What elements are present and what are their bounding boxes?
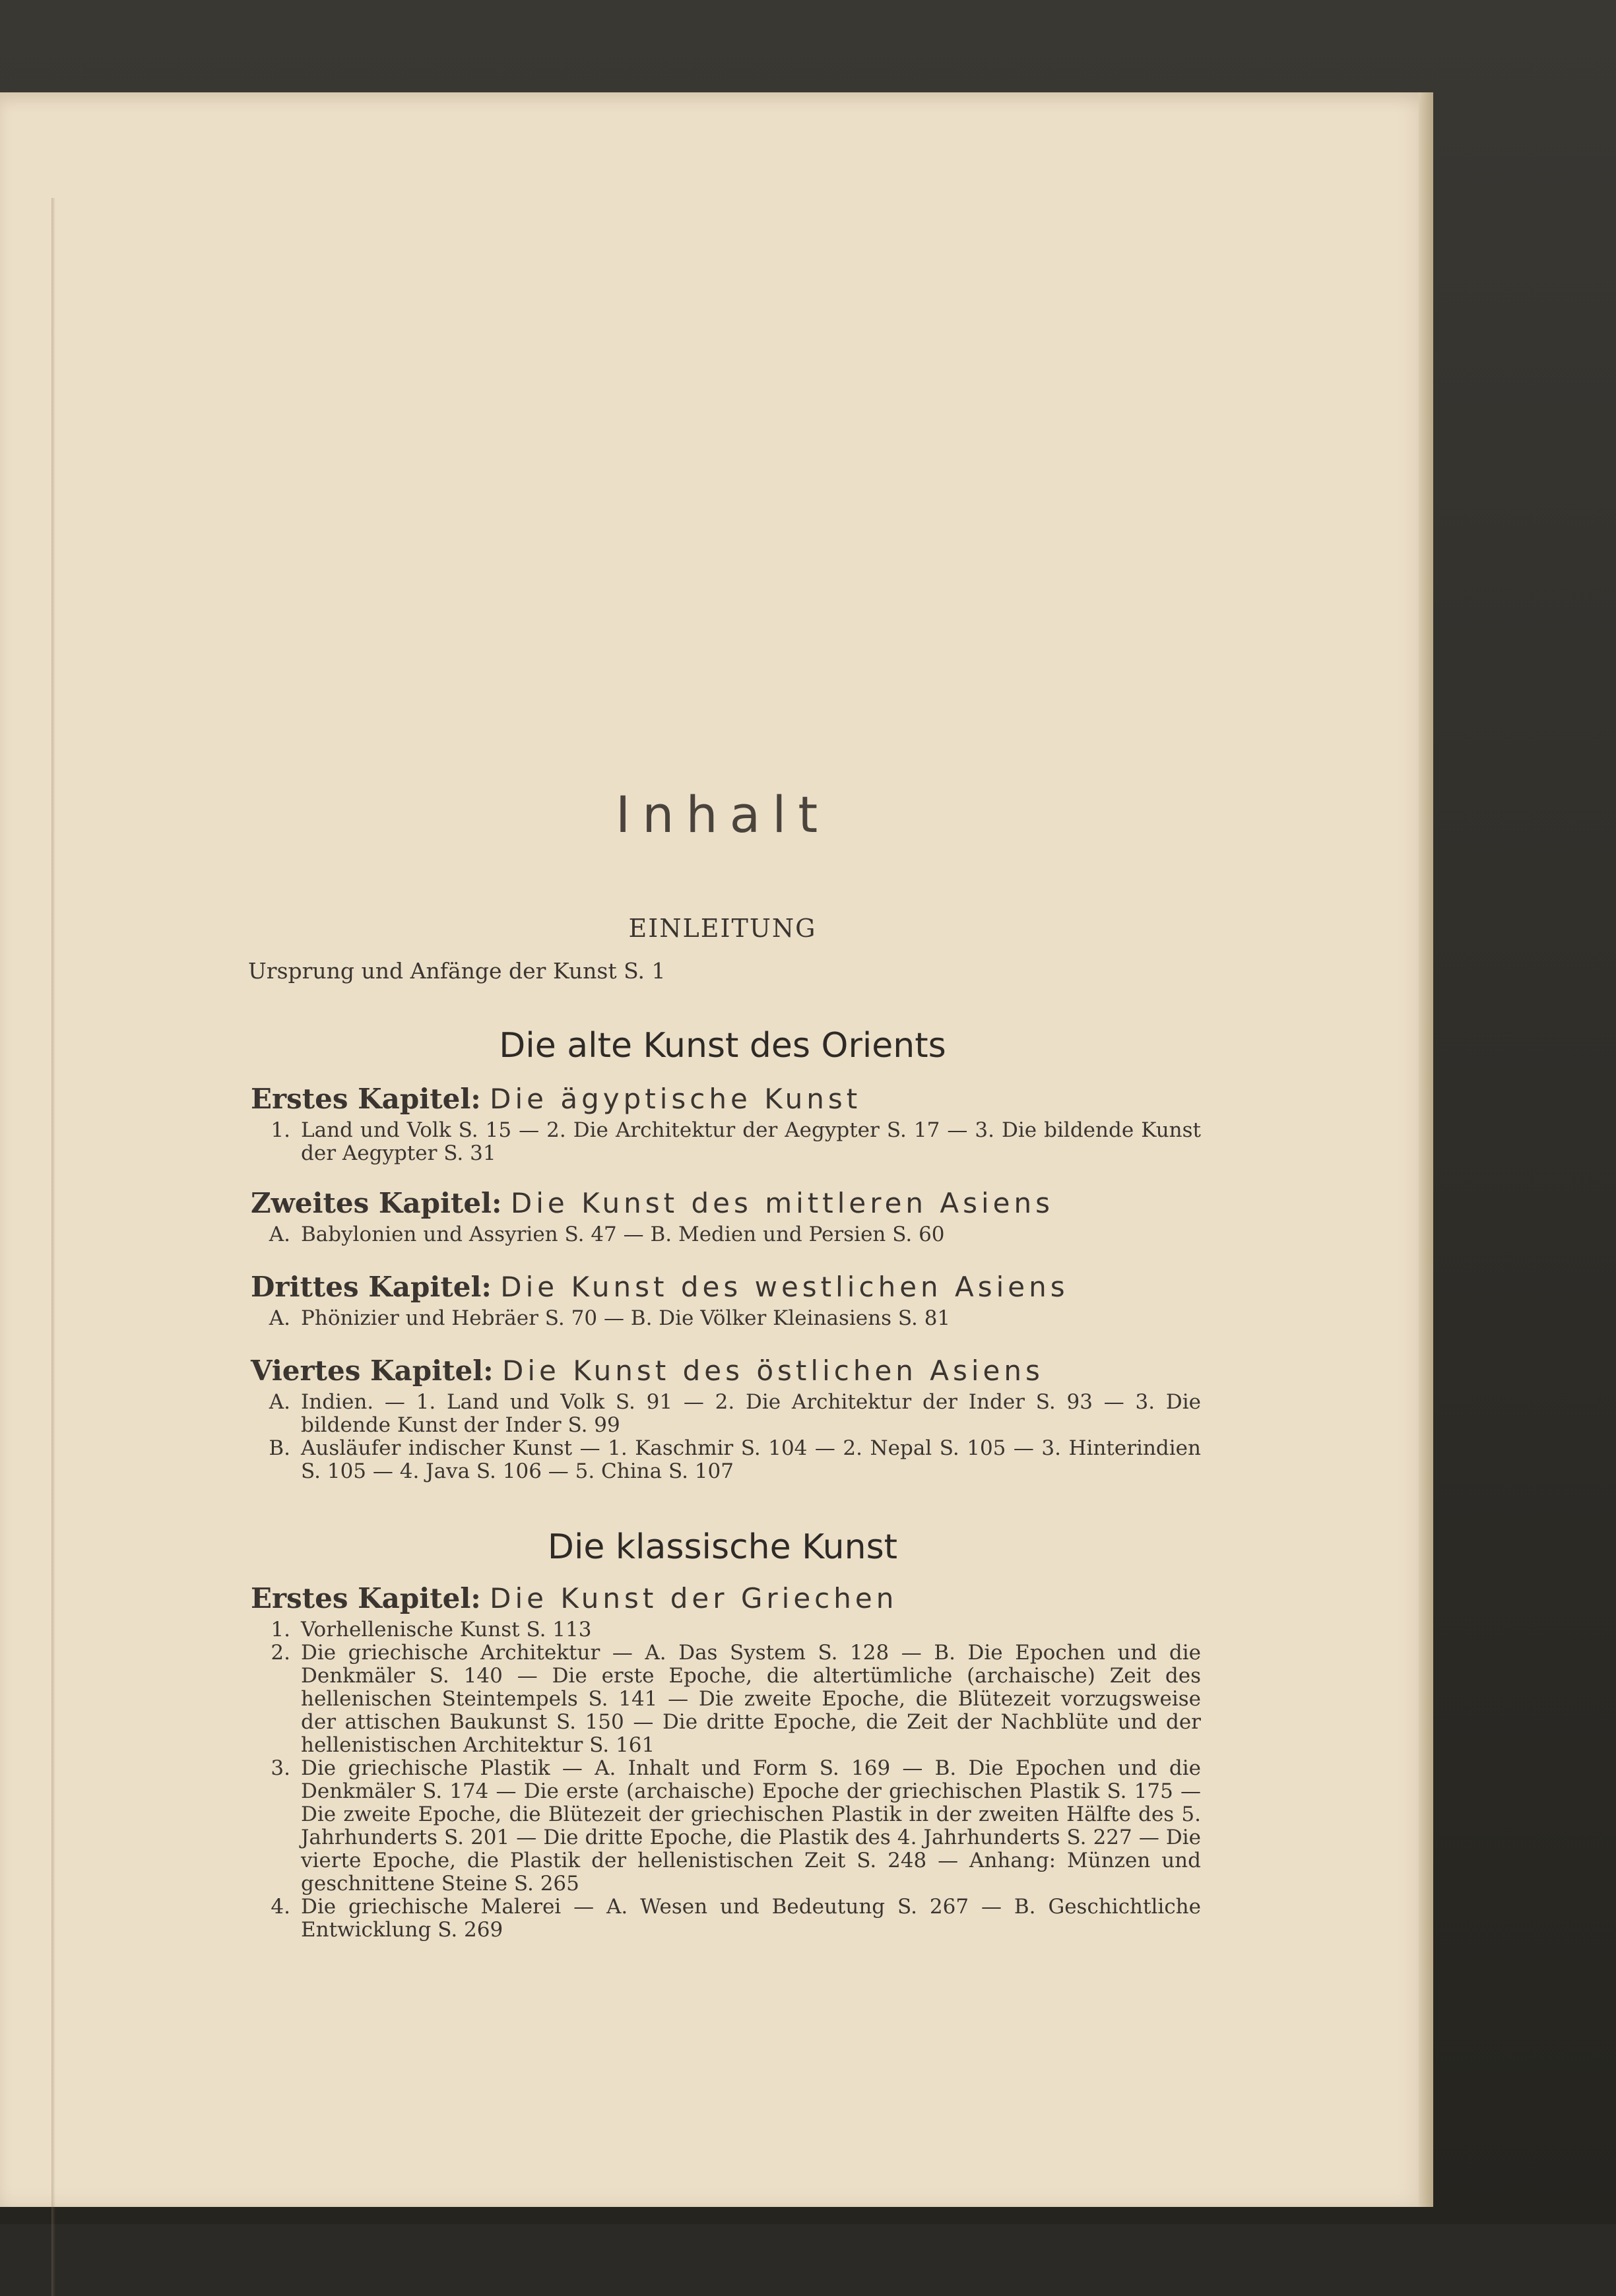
- chapter-label: Erstes Kapitel:: [251, 1582, 481, 1614]
- chapter-heading: [251, 1082, 1201, 1116]
- page-content: [0, 92, 1429, 2207]
- chapter-name: Die Kunst des westlichen Asiens: [500, 1271, 1069, 1303]
- chapter-griechen: [251, 1581, 1201, 1942]
- page-edge: [1419, 92, 1433, 2207]
- chapter-name: Die ägyptische Kunst: [490, 1083, 862, 1115]
- einleitung-entry: Ursprung und Anfänge der Kunst S. 1: [248, 958, 666, 984]
- book-page: [0, 92, 1429, 2207]
- toc-entry: A. Indien. — 1. Land und Volk S. 91 — 2. Die Architektur der Inder S. 93 — 3. Die bildende Kunst der Inder S. 99: [269, 1390, 1201, 1437]
- chapter-heading: [251, 1354, 1201, 1388]
- chapter-name: Die Kunst des östlichen Asiens: [502, 1355, 1044, 1387]
- chapter-label: Drittes Kapitel:: [251, 1271, 492, 1303]
- chapter-name: Die Kunst des mittleren Asiens: [510, 1187, 1054, 1219]
- toc-entry: 4. Die griechische Malerei — A. Wesen und Bedeutung S. 267 — B. Geschichtliche Entwicklung S. 269: [271, 1895, 1201, 1942]
- chapter-westliches-asien: [251, 1270, 1201, 1330]
- chapter-mittleres-asien: [251, 1186, 1201, 1246]
- chapter-aegyptische-kunst: [251, 1082, 1201, 1165]
- chapter-heading: [251, 1186, 1201, 1221]
- part-title-orient: Die alte Kunst des Orients: [499, 1026, 946, 1066]
- chapter-oestliches-asien: [251, 1354, 1201, 1483]
- chapter-name: Die Kunst der Griechen: [490, 1582, 898, 1614]
- chapter-label: Zweites Kapitel:: [251, 1187, 502, 1219]
- toc-entry: A. Phönizier und Hebräer S. 70 — B. Die Völker Kleinasiens S. 81: [269, 1306, 951, 1330]
- chapter-label: Erstes Kapitel:: [251, 1083, 481, 1115]
- toc-entry: A. Babylonien und Assyrien S. 47 — B. Medien und Persien S. 60: [269, 1223, 945, 1246]
- toc-entry: 1. Land und Volk S. 15 — 2. Die Architektur der Aegypter S. 17 — 3. Die bildende Kunst der Aegypter S. 31: [271, 1118, 1201, 1165]
- page-title: Inhalt: [615, 785, 830, 844]
- toc-entry: 1. Vorhellenische Kunst S. 113: [271, 1618, 592, 1642]
- einleitung-heading: EINLEITUNG: [628, 914, 817, 943]
- chapter-label: Viertes Kapitel:: [251, 1355, 494, 1387]
- chapter-heading: [251, 1581, 1201, 1616]
- toc-entry: 3. Die griechische Plastik — A. Inhalt und Form S. 169 — B. Die Epochen und die Denkmäler S. 174 — Die erste (archaische) Epoche der griechischen Plastik S. 175 — Die zweite Epoche, die Blütezeit der griechischen Plastik in der zweiten Hälfte des 5. Jahrhunderts S. 201 — Die dritte Epoche, die Plastik des 4. Jahrhunderts S. 227 — Die vierte Epoche, die Plastik der hellenistischen Zeit S. 248 — Anhang: Münzen und geschnittene Steine S. 265: [271, 1756, 1201, 1896]
- part-title-klassisch: Die klassische Kunst: [547, 1527, 898, 1567]
- toc-entry: 2. Die griechische Architektur — A. Das System S. 128 — B. Die Epochen und die Denkmäler S. 140 — Die erste Epoche, die altertümliche (archaische) Zeit des hellenischen Steintempels S. 141 — Die zweite Epoche, die Blütezeit vorzugsweise der attischen Baukunst S. 150 — Die dritte Epoche, die Zeit der Nachblüte und der hellenistischen Architektur S. 161: [271, 1641, 1201, 1757]
- chapter-heading: [251, 1270, 1201, 1304]
- toc-entry: B. Ausläufer indischer Kunst — 1. Kaschmir S. 104 — 2. Nepal S. 105 — 3. Hinterindien S. 105 — 4. Java S. 106 — 5. China S. 107: [269, 1436, 1201, 1483]
